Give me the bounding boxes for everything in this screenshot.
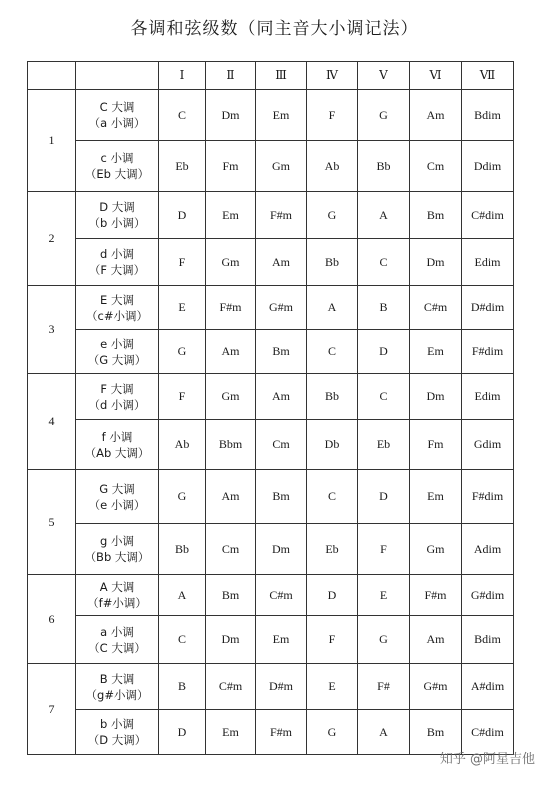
- relative-key-name: （C 大调）: [88, 640, 146, 655]
- header-row: [28, 62, 514, 90]
- header-cell: Ⅱ: [206, 62, 256, 90]
- chord-cell: Edim: [462, 239, 514, 286]
- chord-cell: F: [159, 374, 206, 420]
- chord-cell: Eb: [159, 141, 206, 192]
- key-cell: [76, 90, 159, 141]
- chord-cell: Bb: [307, 374, 358, 420]
- chord-cell: Em: [410, 330, 462, 374]
- header-cell: Ⅴ: [358, 62, 410, 90]
- relative-key-name: （f#小调）: [87, 596, 147, 610]
- relative-key-name: （G 大调）: [87, 352, 147, 367]
- header-cell: Ⅵ: [410, 62, 462, 90]
- chord-cell: Em: [256, 90, 307, 141]
- chord-cell: Bb: [307, 239, 358, 286]
- key-name: G 大调: [99, 481, 135, 496]
- chord-cell: Edim: [462, 374, 514, 420]
- relative-key-name: （Eb 大调）: [84, 167, 150, 181]
- key-cell: [76, 286, 159, 330]
- chord-cell: B: [358, 286, 410, 330]
- header-cell: [28, 62, 76, 90]
- chord-cell: F#m: [256, 710, 307, 755]
- key-name: C 大调: [99, 100, 135, 114]
- chord-cell: Db: [307, 420, 358, 470]
- chord-cell: Bm: [256, 470, 307, 524]
- chord-cell: D: [159, 192, 206, 239]
- chord-cell: C: [358, 239, 410, 286]
- chord-cell: Ab: [159, 420, 206, 470]
- key-name: d 小调: [100, 247, 134, 261]
- group-number-cell: 6: [28, 575, 76, 664]
- chord-cell: G: [358, 90, 410, 141]
- chord-cell: Am: [206, 470, 256, 524]
- chord-cell: C#dim: [462, 192, 514, 239]
- key-name: a 小调: [100, 624, 134, 639]
- chord-cell: C: [307, 470, 358, 524]
- relative-key-name: （g#小调）: [85, 687, 149, 702]
- key-name: A 大调: [99, 580, 135, 594]
- group-number-cell: 1: [28, 90, 76, 192]
- key-name: F 大调: [100, 381, 134, 396]
- chord-cell: E: [358, 575, 410, 616]
- chord-cell: Bb: [358, 141, 410, 192]
- chord-cell: Gm: [410, 524, 462, 575]
- chord-cell: Fm: [410, 420, 462, 470]
- chord-cell: Dm: [206, 90, 256, 141]
- relative-key-name: （c#小调）: [86, 308, 148, 323]
- chord-cell: F#m: [256, 192, 307, 239]
- chord-cell: E: [307, 664, 358, 710]
- page-title: 各调和弦级数（同主音大小调记法）: [130, 19, 419, 39]
- key-cell: [76, 664, 159, 710]
- table-row: [28, 90, 514, 141]
- header-cell: Ⅶ: [462, 62, 514, 90]
- chord-cell: G#m: [410, 664, 462, 710]
- table-row: [28, 420, 514, 470]
- chord-cell: F#dim: [462, 470, 514, 524]
- table-row: [28, 330, 514, 374]
- header-cell: [76, 62, 159, 90]
- chord-cell: A: [307, 286, 358, 330]
- watermark: 知乎 @阿星吉他: [439, 752, 535, 767]
- key-name: e 小调: [100, 336, 134, 351]
- key-cell: [76, 575, 159, 616]
- chord-cell: G: [159, 330, 206, 374]
- chord-cell: Ddim: [462, 141, 514, 192]
- chord-cell: Dm: [410, 374, 462, 420]
- chord-cell: Bm: [256, 330, 307, 374]
- chord-cell: Em: [410, 470, 462, 524]
- header-cell: Ⅲ: [256, 62, 307, 90]
- chord-cell: G: [358, 616, 410, 664]
- chord-cell: D: [358, 470, 410, 524]
- key-cell: [76, 420, 159, 470]
- key-cell: [76, 239, 159, 286]
- chord-cell: Dm: [206, 616, 256, 664]
- chord-cell: F: [307, 616, 358, 664]
- chord-cell: Gm: [206, 239, 256, 286]
- chord-cell: Bbm: [206, 420, 256, 470]
- chord-cell: Em: [256, 616, 307, 664]
- group-number-cell: 7: [28, 664, 76, 755]
- chord-cell: C#m: [410, 286, 462, 330]
- group-number-cell: 3: [28, 286, 76, 374]
- chord-cell: Bm: [410, 192, 462, 239]
- table-row: [28, 616, 514, 664]
- chord-cell: F: [159, 239, 206, 286]
- chord-cell: Cm: [410, 141, 462, 192]
- chord-cell: Dm: [410, 239, 462, 286]
- chord-cell: G#dim: [462, 575, 514, 616]
- chord-cell: Bb: [159, 524, 206, 575]
- chord-cell: Em: [206, 192, 256, 239]
- chord-cell: Adim: [462, 524, 514, 575]
- table-row: [28, 286, 514, 330]
- chord-cell: Ab: [307, 141, 358, 192]
- table-row: [28, 470, 514, 524]
- key-name: B 大调: [99, 671, 135, 686]
- relative-key-name: （d 小调）: [88, 397, 146, 412]
- chord-cell: D#m: [256, 664, 307, 710]
- chord-cell: Cm: [206, 524, 256, 575]
- chord-cell: C: [159, 616, 206, 664]
- chord-cell: Bdim: [462, 90, 514, 141]
- chord-cell: Gm: [256, 141, 307, 192]
- chord-cell: A: [358, 192, 410, 239]
- table-row: [28, 141, 514, 192]
- chord-cell: F: [358, 524, 410, 575]
- table-row: [28, 374, 514, 420]
- chord-cell: Em: [206, 710, 256, 755]
- group-number-cell: 4: [28, 374, 76, 470]
- chord-cell: D: [159, 710, 206, 755]
- table-row: [28, 239, 514, 286]
- table-row: [28, 575, 514, 616]
- relative-key-name: （Ab 大调）: [84, 445, 150, 460]
- key-name: b 小调: [100, 717, 134, 731]
- key-cell: [76, 330, 159, 374]
- chord-cell: C: [159, 90, 206, 141]
- chord-cell: Bm: [206, 575, 256, 616]
- chord-cell: A: [159, 575, 206, 616]
- chord-cell: Gm: [206, 374, 256, 420]
- chord-cell: C#m: [256, 575, 307, 616]
- chord-cell: Bdim: [462, 616, 514, 664]
- key-cell: [76, 374, 159, 420]
- relative-key-name: （F 大调）: [88, 263, 146, 277]
- chord-cell: A: [358, 710, 410, 755]
- chord-cell: C#m: [206, 664, 256, 710]
- chord-cell: F#m: [206, 286, 256, 330]
- table-row: [28, 664, 514, 710]
- chord-cell: E: [159, 286, 206, 330]
- key-name: f 小调: [101, 429, 133, 444]
- chord-cell: Dm: [256, 524, 307, 575]
- relative-key-name: （e 小调）: [88, 497, 146, 512]
- chord-cell: Fm: [206, 141, 256, 192]
- relative-key-name: （Bb 大调）: [84, 550, 150, 564]
- table-row: [28, 524, 514, 575]
- chord-cell: Am: [256, 239, 307, 286]
- relative-key-name: （a 小调）: [88, 116, 146, 130]
- chord-cell: Eb: [358, 420, 410, 470]
- chord-cell: Am: [410, 90, 462, 141]
- chord-cell: C: [358, 374, 410, 420]
- chord-cell: D#dim: [462, 286, 514, 330]
- chord-cell: Cm: [256, 420, 307, 470]
- key-cell: [76, 524, 159, 575]
- key-cell: [76, 192, 159, 239]
- chord-table: [27, 61, 514, 755]
- chord-cell: G#m: [256, 286, 307, 330]
- key-name: c 小调: [100, 151, 134, 165]
- chord-cell: D: [358, 330, 410, 374]
- header-cell: Ⅰ: [159, 62, 206, 90]
- key-cell: [76, 710, 159, 755]
- chord-cell: Eb: [307, 524, 358, 575]
- relative-key-name: （D 大调）: [87, 733, 147, 747]
- chord-cell: F#: [358, 664, 410, 710]
- chord-cell: G: [307, 710, 358, 755]
- group-number-cell: 5: [28, 470, 76, 575]
- chord-cell: A#dim: [462, 664, 514, 710]
- chord-cell: G: [159, 470, 206, 524]
- chord-cell: C: [307, 330, 358, 374]
- table-row: [28, 192, 514, 239]
- chord-cell: F#m: [410, 575, 462, 616]
- chord-cell: Am: [206, 330, 256, 374]
- chord-cell: F: [307, 90, 358, 141]
- chord-cell: D: [307, 575, 358, 616]
- chord-cell: Am: [410, 616, 462, 664]
- key-name: g 小调: [100, 534, 134, 548]
- chord-cell: Am: [256, 374, 307, 420]
- chord-cell: Gdim: [462, 420, 514, 470]
- key-cell: [76, 470, 159, 524]
- key-name: D 大调: [99, 200, 135, 214]
- chord-cell: B: [159, 664, 206, 710]
- group-number-cell: 2: [28, 192, 76, 286]
- relative-key-name: （b 小调）: [88, 216, 146, 230]
- key-cell: [76, 141, 159, 192]
- chord-cell: C#dim: [462, 710, 514, 755]
- chord-cell: G: [307, 192, 358, 239]
- chord-cell: Bm: [410, 710, 462, 755]
- header-cell: Ⅳ: [307, 62, 358, 90]
- key-cell: [76, 616, 159, 664]
- key-name: E 大调: [100, 292, 134, 307]
- chord-cell: F#dim: [462, 330, 514, 374]
